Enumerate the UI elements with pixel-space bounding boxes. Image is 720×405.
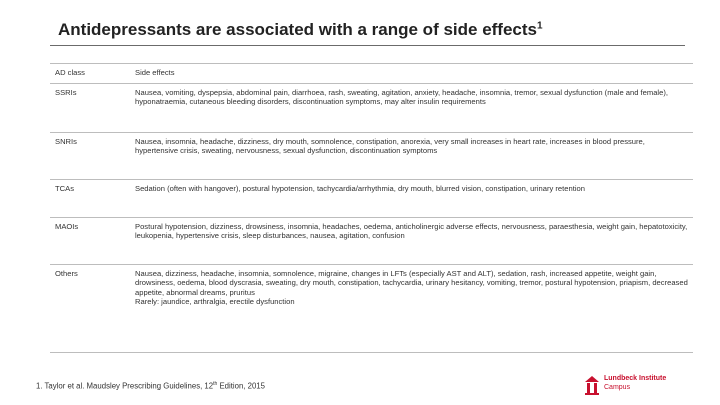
slide-title (58, 20, 543, 40)
row-effects-others (130, 265, 693, 353)
effects-text: Nausea, dizziness, headache, insomnia, somnolence, migraine, changes in LFTs (especially AST and ALT), sedation, rash, increased appetite, weight gain, drowsiness, oedema, blood dyscrasia, sweating, dry mouth, constipation, tachycardia, urinary hesitancy, vomiting, tremor, postural hypotension, priapism, decreased appetite, abnormal dreams, pruritus (135, 269, 688, 297)
row-class-ssris: SSRIs (50, 84, 130, 133)
title-divider (50, 45, 685, 46)
header-side-effects: Side effects (130, 64, 693, 84)
row-class-snris: SNRIs (50, 133, 130, 180)
lundbeck-institute-logo (583, 373, 683, 399)
title-reference-marker: 1 (537, 20, 543, 32)
table-row (50, 180, 693, 218)
logo-line-2: Campus (604, 384, 631, 391)
logo-line-1: Lundbeck Institute (604, 375, 667, 382)
table-row (50, 133, 693, 180)
effects-text: Sedation (often with hangover), postural hypotension, tachycardia/arrhythmia, dry mouth, blurred vision, constipation, urinary retention (135, 184, 585, 193)
table-row (50, 84, 693, 133)
slide-title-text: Antidepressants are associated with a range of side effects (58, 20, 537, 39)
row-effects-snris (130, 133, 693, 180)
side-effects-table (50, 63, 693, 353)
row-effects-tcas (130, 180, 693, 218)
effects-text: Postural hypotension, dizziness, drowsiness, insomnia, headaches, oedema, anticholinergic adverse effects, nervousness, paraesthesia, weight gain, hepatotoxicity, leukopenia, hypertensive crisis, sleep disturbances, nausea, agitation, confusion (135, 222, 688, 241)
footnote-superscript: th (213, 381, 218, 387)
row-effects-ssris (130, 84, 693, 133)
effects-text: Nausea, insomnia, headache, dizziness, dry mouth, somnolence, constipation, anorexia, very small increases in heart rate, increases in blood pressure, hypertensive crisis, sweating, nervousness, sexual dysfunction, discontinuation symptoms (135, 137, 645, 156)
footnote-text: 1. Taylor et al. Maudsley Prescribing Guidelines, 12 (36, 381, 214, 391)
row-class-tcas: TCAs (50, 180, 130, 218)
table-header-row (50, 64, 693, 84)
footnote-reference (36, 381, 265, 391)
effects-text: Nausea, vomiting, dyspepsia, abdominal pain, diarrhoea, rash, sweating, agitation, anxiety, headache, insomnia, tremor, sexual dysfunction (male and female), hyponatraemia, cutaneous bleeding disorders, discontinuation symptoms, may alter insulin requirements (135, 88, 668, 107)
lundbeck-mark-icon (583, 375, 601, 395)
effects-rarely-text: Rarely: jaundice, arthralgia, erectile dysfunction (135, 296, 295, 306)
table-row (50, 265, 693, 353)
header-ad-class: AD class (50, 64, 130, 84)
footnote-text-end: Edition, 2015 (217, 381, 265, 391)
table-row (50, 218, 693, 265)
row-class-others: Others (50, 265, 130, 353)
row-class-maois: MAOIs (50, 218, 130, 265)
row-effects-maois (130, 218, 693, 265)
